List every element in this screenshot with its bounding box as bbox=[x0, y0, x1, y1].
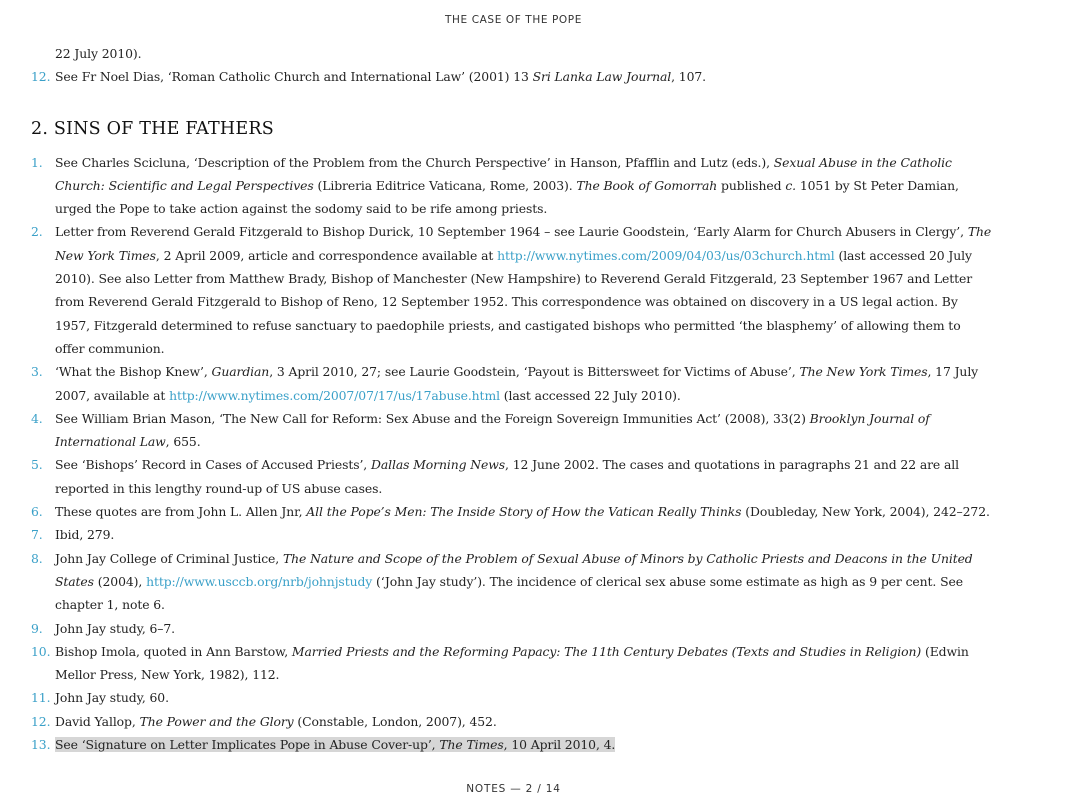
italic-title: Guardian bbox=[211, 364, 270, 380]
text-run: 22 July 2010). bbox=[55, 46, 142, 61]
citation-link[interactable]: http://www.nytimes.com/2007/07/17/us/17abuse.html bbox=[169, 387, 500, 403]
text-run: 1051 by St Peter Damian, urged the Pope to take action against the sodomy said to be rife among priests. bbox=[55, 177, 959, 217]
italic-title: The Power and the Glory bbox=[139, 713, 294, 729]
text-run: (last accessed 22 July 2010). bbox=[499, 387, 681, 403]
footnote bbox=[31, 453, 993, 500]
text-run: ‘What the Bishop Knew’, bbox=[55, 364, 212, 380]
footnote-number[interactable]: 6. bbox=[31, 504, 43, 520]
footnote bbox=[31, 42, 993, 65]
italic-title: Married Priests and the Reforming Papacy: The 11th Century Debates (Texts and Studies in Religion) bbox=[291, 643, 922, 659]
italic-title: The New York Times bbox=[55, 224, 992, 263]
italic-title: c. bbox=[785, 177, 797, 193]
footnote-text bbox=[55, 551, 973, 613]
footnote-text bbox=[55, 504, 990, 519]
text-run: Ibid, 279. bbox=[55, 527, 115, 543]
footnote-number[interactable]: 13. bbox=[31, 737, 51, 753]
text-run: (Libreria Editrice Vaticana, Rome, 2003). bbox=[313, 177, 577, 193]
text-run: (last accessed 20 July 2010). See also Letter from Matthew Brady, Bishop of Manchester (New Hampshire) to Reverend Gerald Fitzgerald, 23 September 1967 and Letter from Reverend Gerald Fitzgerald to Bishop of Reno, 12 September 1952. This correspondence was obtained on discovery in a US legal action. By 1957, Fitzgerald determined to refuse sanctuary to paedophile priests, and castigated bishops who permitted ‘the blasphemy’ of allowing them to offer communion. bbox=[55, 247, 973, 356]
footnote bbox=[31, 617, 993, 640]
footnote bbox=[31, 640, 993, 687]
page-footer: NOTES — 2 / 14 bbox=[466, 783, 561, 795]
footnote-text bbox=[55, 621, 175, 636]
footnote-text bbox=[55, 644, 969, 682]
footnote bbox=[31, 733, 993, 756]
italic-title: Brooklyn Journal of International Law bbox=[55, 410, 930, 450]
notes-page bbox=[31, 42, 993, 756]
text-run: (2004), bbox=[93, 573, 147, 589]
italic-title: The Nature and Scope of the Problem of Sexual Abuse of Minors by Catholic Priests and Deacons in the United States bbox=[55, 550, 973, 589]
footnote bbox=[31, 710, 993, 733]
text-run: John Jay study, 60. bbox=[55, 690, 169, 706]
footnote bbox=[31, 151, 993, 221]
footnote-number[interactable]: 3. bbox=[31, 364, 43, 380]
footnote-number[interactable]: 1. bbox=[31, 154, 43, 170]
text-run: John Jay study, 6–7. bbox=[55, 620, 175, 636]
footnote bbox=[31, 65, 993, 88]
text-run: (Edwin Mellor Press, New York, 1982), 112. bbox=[55, 643, 969, 683]
text-run: See William Brian Mason, ‘The New Call for Reform: Sex Abuse and the Foreign Sovereign Immunities Act’ (2008), 33(2) bbox=[55, 410, 810, 426]
footnote-number[interactable]: 9. bbox=[31, 620, 43, 636]
text-run: See ‘Bishops’ Record in Cases of Accused Priests’, bbox=[55, 457, 371, 473]
footnote-text bbox=[55, 527, 114, 542]
footnote-number[interactable]: 12. bbox=[31, 69, 51, 85]
text-run: , 17 July 2007, available at bbox=[55, 364, 979, 403]
footnote-text bbox=[55, 224, 991, 355]
footnote bbox=[31, 500, 993, 523]
citation-link[interactable]: http://www.usccb.org/nrb/johnjstudy bbox=[146, 573, 373, 589]
italic-title: Sri Lanka Law Journal bbox=[532, 69, 672, 85]
italic-title: Dallas Morning News bbox=[370, 457, 506, 473]
footnote bbox=[31, 360, 993, 407]
citation-link[interactable]: http://www.nytimes.com/2009/04/03/us/03church.html bbox=[497, 247, 835, 263]
text-run: , 655. bbox=[165, 434, 201, 450]
text-run: Bishop Imola, quoted in Ann Barstow, bbox=[55, 643, 292, 659]
text-run: , 2 April 2009, article and correspondence available at bbox=[155, 247, 498, 263]
text-run: John Jay College of Criminal Justice, bbox=[55, 550, 283, 566]
text-run: (‘John Jay study’). The incidence of clerical sex abuse some estimate as high as 9 per cent. See chapter 1, note 6. bbox=[55, 573, 963, 613]
text-run: (Doubleday, New York, 2004), 242–272. bbox=[741, 504, 990, 520]
running-header: THE CASE OF THE POPE bbox=[445, 14, 582, 26]
footnote-number[interactable]: 5. bbox=[31, 457, 43, 473]
text-run: , 3 April 2010, 27; see Laurie Goodstein, ‘Payout is Bittersweet for Victims of Abuse’, bbox=[269, 364, 800, 380]
footnote bbox=[31, 686, 993, 709]
footnote-number[interactable]: 8. bbox=[31, 550, 43, 566]
footnote-text bbox=[55, 737, 615, 752]
footnote-number[interactable]: 11. bbox=[31, 690, 51, 706]
footnote-number[interactable]: 10. bbox=[31, 643, 51, 659]
text-run: See Fr Noel Dias, ‘Roman Catholic Church and International Law’ (2001) 13 bbox=[55, 69, 533, 85]
previous-section-notes bbox=[31, 42, 993, 89]
text-run: These quotes are from John L. Allen Jnr, bbox=[55, 504, 307, 520]
text-run: published bbox=[717, 177, 786, 193]
text-run: See ‘Signature on Letter Implicates Pope in Abuse Cover-up’, bbox=[55, 737, 440, 753]
italic-title: The New York Times bbox=[799, 364, 928, 380]
text-run: (Constable, London, 2007), 452. bbox=[293, 713, 497, 729]
italic-title: Sexual Abuse in the Catholic Church: Scientific and Legal Perspectives bbox=[55, 154, 952, 193]
text-run: See Charles Scicluna, ‘Description of the Problem from the Church Perspective’ in Hanson, Pfafflin and Lutz (eds.), bbox=[55, 154, 774, 170]
footnote-text bbox=[55, 457, 959, 495]
text-run: David Yallop, bbox=[55, 713, 140, 729]
footnote bbox=[31, 220, 993, 360]
section-title: 2. SINS OF THE FATHERS bbox=[31, 118, 274, 139]
footnote-text bbox=[55, 690, 169, 705]
italic-title: The Times bbox=[439, 737, 504, 753]
footnote-number[interactable]: 7. bbox=[31, 527, 43, 543]
footnote-number[interactable]: 4. bbox=[31, 410, 43, 426]
footnote-text bbox=[55, 714, 497, 729]
footnote-text bbox=[55, 69, 706, 84]
footnote bbox=[31, 407, 993, 454]
section-notes-list bbox=[31, 151, 993, 757]
footnote-text bbox=[55, 155, 959, 217]
footnote-text bbox=[55, 411, 930, 449]
text-run: , 12 June 2002. The cases and quotations in paragraphs 21 and 22 are all reported in this lengthy round-up of US abuse cases. bbox=[55, 457, 960, 496]
text-run: , 107. bbox=[671, 69, 706, 85]
footnote bbox=[31, 523, 993, 546]
footnote-number[interactable]: 12. bbox=[31, 713, 51, 729]
text-run: , 10 April 2010, 4. bbox=[503, 737, 616, 753]
footnote-text bbox=[55, 46, 141, 61]
footnote-text bbox=[55, 364, 978, 402]
italic-title: All the Pope’s Men: The Inside Story of How the Vatican Really Thinks bbox=[306, 504, 742, 520]
text-run: Letter from Reverend Gerald Fitzgerald to Bishop Durick, 10 September 1964 – see Laurie Goodstein, ‘Early Alarm for Church Abusers in Clergy’, bbox=[55, 224, 968, 240]
italic-title: The Book of Gomorrah bbox=[576, 177, 718, 193]
footnote-number[interactable]: 2. bbox=[31, 224, 43, 240]
footnote bbox=[31, 547, 993, 617]
